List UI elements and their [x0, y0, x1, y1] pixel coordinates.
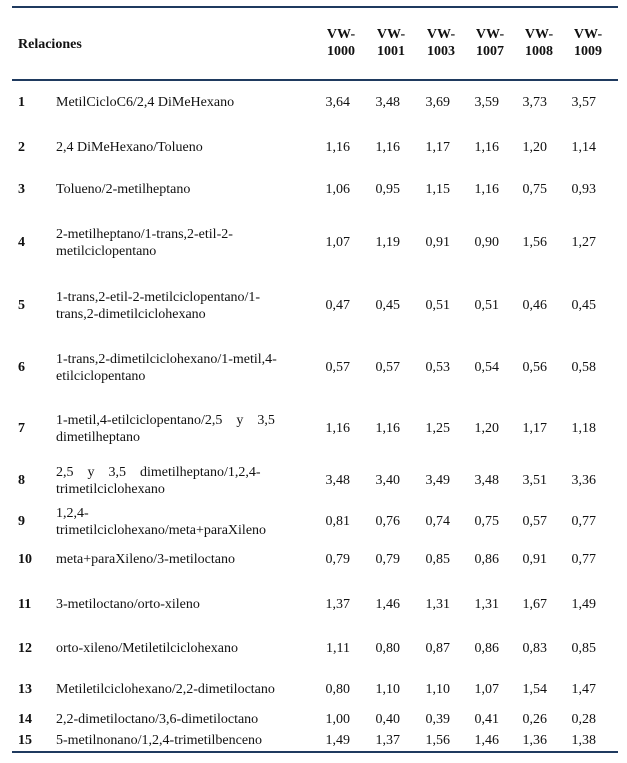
value-cell: 0,86 [474, 552, 499, 567]
relation-text: 2,2-dimetiloctano/3,6-dimetiloctano [56, 712, 259, 727]
value-cell: 1,49 [325, 733, 350, 748]
value-cell: 0,85 [571, 641, 596, 656]
value-cell: 0,77 [571, 514, 596, 529]
relation-text: dimetilheptano [56, 430, 140, 445]
value-cell: 0,74 [425, 514, 450, 529]
value-cell: 1,54 [522, 682, 547, 697]
relation-text: trimetilciclohexano [56, 482, 165, 497]
value-cell: 1,16 [325, 140, 350, 155]
value-cell: 3,51 [522, 473, 547, 488]
value-cell: 0,51 [474, 298, 499, 313]
value-cell: 1,18 [571, 421, 596, 436]
value-cell: 1,47 [571, 682, 596, 697]
header-column-prefix: VW- [426, 27, 456, 42]
value-cell: 1,16 [325, 421, 350, 436]
value-cell: 1,46 [474, 733, 499, 748]
header-column-prefix: VW- [524, 27, 554, 42]
value-cell: 0,45 [375, 298, 400, 313]
bottom-rule [12, 751, 618, 753]
value-cell: 0,57 [375, 360, 400, 375]
value-cell: 0,56 [522, 360, 547, 375]
row-number: 4 [18, 235, 25, 250]
value-cell: 0,83 [522, 641, 547, 656]
value-cell: 0,51 [425, 298, 450, 313]
row-number: 5 [18, 298, 25, 313]
value-cell: 0,75 [522, 182, 547, 197]
value-cell: 1,16 [375, 421, 400, 436]
value-cell: 0,46 [522, 298, 547, 313]
relation-text: orto-xileno/Metiletilciclohexano [56, 641, 238, 656]
value-cell: 0,40 [375, 712, 400, 727]
header-column [566, 26, 610, 60]
row-number: 12 [18, 641, 32, 656]
value-cell: 1,10 [375, 682, 400, 697]
header-column-number: 1008 [525, 44, 553, 59]
value-cell: 0,80 [325, 682, 350, 697]
value-cell: 0,53 [425, 360, 450, 375]
header-column [319, 26, 363, 60]
value-cell: 1,16 [375, 140, 400, 155]
value-cell: 0,81 [325, 514, 350, 529]
value-cell: 0,57 [325, 360, 350, 375]
relation-text: 2,4 DiMeHexano/Tolueno [56, 140, 203, 155]
value-cell: 0,41 [474, 712, 499, 727]
relation-text: 1-metil,4-etilciclopentano/2,5 y 3,5 [56, 413, 275, 428]
value-cell: 1,10 [425, 682, 450, 697]
relation-text: 2-metilheptano/1-trans,2-etil-2- [56, 227, 233, 242]
header-column [419, 26, 463, 60]
value-cell: 1,27 [571, 235, 596, 250]
value-cell: 0,86 [474, 641, 499, 656]
value-cell: 1,07 [325, 235, 350, 250]
relation-text: Tolueno/2-metilheptano [56, 182, 191, 197]
value-cell: 0,87 [425, 641, 450, 656]
value-cell: 0,26 [522, 712, 547, 727]
value-cell: 0,91 [522, 552, 547, 567]
value-cell: 3,48 [325, 473, 350, 488]
row-number: 11 [18, 597, 32, 612]
value-cell: 3,57 [571, 95, 596, 110]
row-number: 1 [18, 95, 25, 110]
value-cell: 1,25 [425, 421, 450, 436]
header-column-prefix: VW- [475, 27, 505, 42]
value-cell: 3,48 [474, 473, 499, 488]
relation-text: 1-trans,2-dimetilciclohexano/1-metil,4- [56, 352, 277, 367]
value-cell: 1,49 [571, 597, 596, 612]
header-column [517, 26, 561, 60]
value-cell: 3,40 [375, 473, 400, 488]
header-column [468, 26, 512, 60]
value-cell: 1,16 [474, 182, 499, 197]
value-cell: 3,49 [425, 473, 450, 488]
row-number: 3 [18, 182, 25, 197]
value-cell: 1,38 [571, 733, 596, 748]
value-cell: 1,46 [375, 597, 400, 612]
header-column-prefix: VW- [326, 27, 356, 42]
row-number: 8 [18, 473, 25, 488]
value-cell: 1,17 [425, 140, 450, 155]
value-cell: 0,85 [425, 552, 450, 567]
value-cell: 0,58 [571, 360, 596, 375]
header-column-number: 1009 [574, 44, 602, 59]
value-cell: 3,59 [474, 95, 499, 110]
value-cell: 0,90 [474, 235, 499, 250]
relation-text: trimetilciclohexano/meta+paraXileno [56, 523, 267, 538]
value-cell: 0,45 [571, 298, 596, 313]
relation-text: metilciclopentano [56, 244, 157, 259]
row-number: 2 [18, 140, 25, 155]
header-relaciones: Relaciones [18, 37, 82, 52]
relation-text: 2,5 y 3,5 dimetilheptano/1,2,4- [56, 465, 261, 480]
header-column-number: 1007 [476, 44, 504, 59]
value-cell: 0,91 [425, 235, 450, 250]
value-cell: 0,39 [425, 712, 450, 727]
value-cell: 1,56 [425, 733, 450, 748]
value-cell: 3,48 [375, 95, 400, 110]
value-cell: 1,37 [375, 733, 400, 748]
relation-text: trans,2-dimetilciclohexano [56, 307, 206, 322]
value-cell: 1,19 [375, 235, 400, 250]
relation-text: MetilCicloC6/2,4 DiMeHexano [56, 95, 235, 110]
value-cell: 1,20 [474, 421, 499, 436]
value-cell: 1,56 [522, 235, 547, 250]
value-cell: 1,17 [522, 421, 547, 436]
header-column-number: 1000 [327, 44, 355, 59]
value-cell: 0,95 [375, 182, 400, 197]
relation-text: etilciclopentano [56, 369, 146, 384]
relation-text: 5-metilnonano/1,2,4-trimetilbenceno [56, 733, 263, 748]
row-number: 14 [18, 712, 32, 727]
header-column-prefix: VW- [376, 27, 406, 42]
value-cell: 1,07 [474, 682, 499, 697]
value-cell: 3,36 [571, 473, 596, 488]
value-cell: 0,77 [571, 552, 596, 567]
relation-text: meta+paraXileno/3-metiloctano [56, 552, 235, 567]
value-cell: 3,69 [425, 95, 450, 110]
value-cell: 1,06 [325, 182, 350, 197]
header-rule [12, 79, 618, 81]
row-number: 10 [18, 552, 32, 567]
value-cell: 1,67 [522, 597, 547, 612]
value-cell: 0,79 [375, 552, 400, 567]
value-cell: 1,16 [474, 140, 499, 155]
value-cell: 3,73 [522, 95, 547, 110]
value-cell: 0,28 [571, 712, 596, 727]
row-number: 9 [18, 514, 25, 529]
row-number: 15 [18, 733, 32, 748]
value-cell: 1,37 [325, 597, 350, 612]
relation-text: 1-trans,2-etil-2-metilciclopentano/1- [56, 290, 261, 305]
value-cell: 1,31 [425, 597, 450, 612]
value-cell: 1,14 [571, 140, 596, 155]
header-column-number: 1001 [377, 44, 405, 59]
value-cell: 0,47 [325, 298, 350, 313]
row-number: 7 [18, 421, 25, 436]
header-column-prefix: VW- [573, 27, 603, 42]
relation-text: 1,2,4- [56, 506, 89, 521]
value-cell: 0,76 [375, 514, 400, 529]
row-number: 13 [18, 682, 32, 697]
value-cell: 1,36 [522, 733, 547, 748]
value-cell: 0,79 [325, 552, 350, 567]
value-cell: 0,57 [522, 514, 547, 529]
value-cell: 1,11 [326, 641, 350, 656]
value-cell: 1,20 [522, 140, 547, 155]
value-cell: 3,64 [325, 95, 350, 110]
value-cell: 0,93 [571, 182, 596, 197]
value-cell: 0,54 [474, 360, 499, 375]
value-cell: 1,15 [425, 182, 450, 197]
header-column-number: 1003 [427, 44, 455, 59]
value-cell: 1,00 [325, 712, 350, 727]
header-column [369, 26, 413, 60]
row-number: 6 [18, 360, 25, 375]
relation-text: 3-metiloctano/orto-xileno [56, 597, 200, 612]
relation-text: Metiletilciclohexano/2,2-dimetiloctano [56, 682, 275, 697]
top-rule [12, 6, 618, 8]
value-cell: 0,80 [375, 641, 400, 656]
value-cell: 1,31 [474, 597, 499, 612]
value-cell: 0,75 [474, 514, 499, 529]
